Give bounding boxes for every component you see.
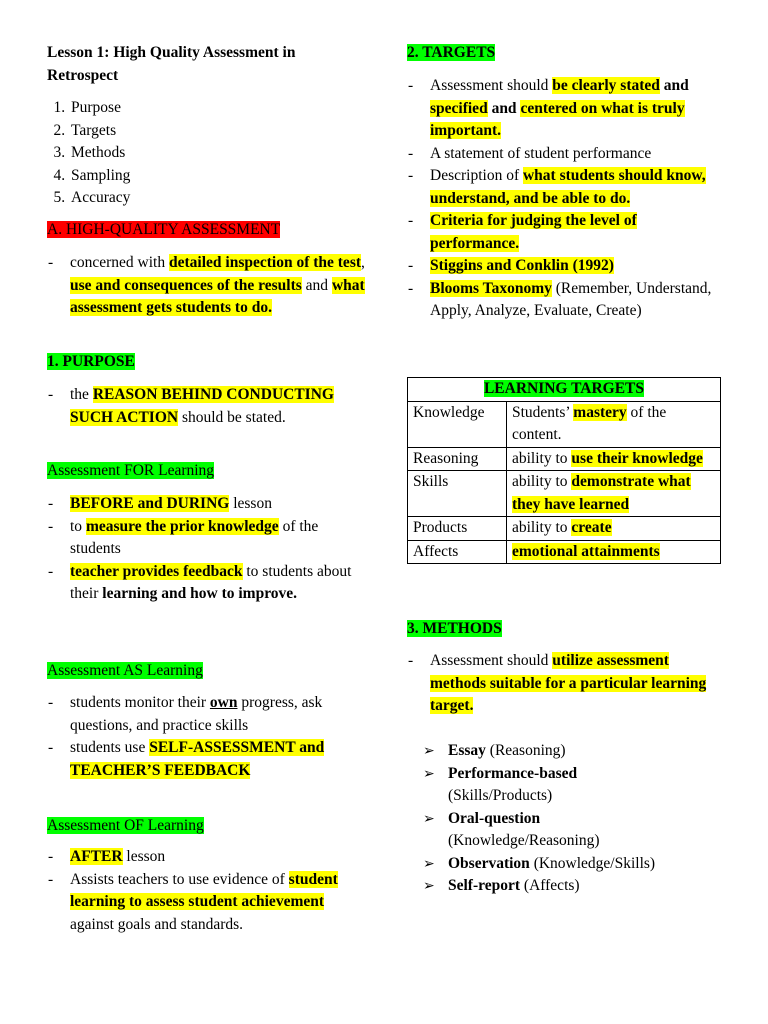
list-item: - teacher provides feedback to students about their learning and how to improve. [47, 561, 367, 606]
target-desc: Students’ mastery of the content. [507, 401, 721, 447]
target-desc: ability to create [507, 517, 721, 541]
list-item: - Description of what students should know, understand, and be able to do. [407, 165, 727, 210]
list-item: - students monitor their own progress, ask questions, and practice skills [47, 692, 367, 737]
list-item: - Assessment should be clearly stated and specified and centered on what is truly important. [407, 75, 727, 143]
list-item: - Stiggins and Conklin (1992) [407, 255, 727, 278]
target-name: Reasoning [408, 447, 507, 471]
lesson-title: Lesson 1: High Quality Assessment in Retrospect [47, 44, 296, 84]
target-desc: emotional attainments [507, 540, 721, 564]
table-row [408, 447, 721, 471]
method-item: ➢ Oral-question (Knowledge/Reasoning) [407, 808, 727, 853]
as-learning-list [47, 692, 367, 782]
table-header-row [408, 378, 721, 402]
assessment-of-learning-heading: Assessment OF Learning [47, 817, 204, 834]
target-desc: ability to demonstrate what they have learned [507, 471, 721, 517]
list-item: - to measure the prior knowledge of the students [47, 516, 367, 561]
high-quality-heading: A. HIGH-QUALITY ASSESSMENT [47, 221, 281, 238]
list-item: - AFTER lesson [47, 846, 367, 869]
targets-list [407, 75, 727, 323]
target-name: Affects [408, 540, 507, 564]
target-name: Products [408, 517, 507, 541]
assessment-for-learning-heading: Assessment FOR Learning [47, 462, 215, 479]
outline-item: 3. Methods [69, 142, 367, 165]
list-item: - Criteria for judging the level of performance. [407, 210, 727, 255]
methods-heading: 3. METHODS [407, 620, 502, 637]
lesson-outline [47, 97, 367, 210]
of-learning-list [47, 846, 367, 936]
learning-targets-table [407, 377, 721, 564]
list-item: - BEFORE and DURING lesson [47, 493, 367, 516]
table-header: LEARNING TARGETS [408, 378, 721, 402]
methods-list [407, 650, 727, 718]
purpose-list [47, 384, 367, 429]
target-name: Knowledge [408, 401, 507, 447]
outline-item: 2. Targets [69, 120, 367, 143]
high-quality-list [47, 252, 367, 320]
list-item: - Assists teachers to use evidence of student learning to assess student achievement against goals and standards. [47, 869, 367, 937]
purpose-heading: 1. PURPOSE [47, 353, 135, 370]
assessment-as-learning-heading: Assessment AS Learning [47, 662, 203, 679]
method-item: ➢ Performance-based (Skills/Products) [407, 763, 727, 808]
outline-item: 4. Sampling [69, 165, 367, 188]
method-item: ➢ Essay (Reasoning) [407, 740, 727, 763]
method-item: ➢ Self-report (Affects) [407, 875, 727, 898]
list-item: - Blooms Taxonomy (Remember, Understand, Apply, Analyze, Evaluate, Create) [407, 278, 727, 323]
table-row [408, 540, 721, 564]
list-item: - A statement of student performance [407, 143, 727, 166]
list-item: - concerned with detailed inspection of the test, use and consequences of the results and what assessment gets students to do. [47, 252, 367, 320]
table-row [408, 517, 721, 541]
method-item: ➢ Observation (Knowledge/Skills) [407, 853, 727, 876]
outline-item: 1. Purpose [69, 97, 367, 120]
list-item: - the REASON BEHIND CONDUCTING SUCH ACTION should be stated. [47, 384, 367, 429]
outline-item: 5. Accuracy [69, 187, 367, 210]
list-item: - students use SELF-ASSESSMENT and TEACHER’S FEEDBACK [47, 737, 367, 782]
list-item: - Assessment should utilize assessment methods suitable for a particular learning target. [407, 650, 727, 718]
table-row [408, 401, 721, 447]
methods-items [407, 740, 727, 898]
target-name: Skills [408, 471, 507, 517]
for-learning-list [47, 493, 367, 606]
targets-heading: 2. TARGETS [407, 44, 496, 61]
table-row [408, 471, 721, 517]
target-desc: ability to use their knowledge [507, 447, 721, 471]
